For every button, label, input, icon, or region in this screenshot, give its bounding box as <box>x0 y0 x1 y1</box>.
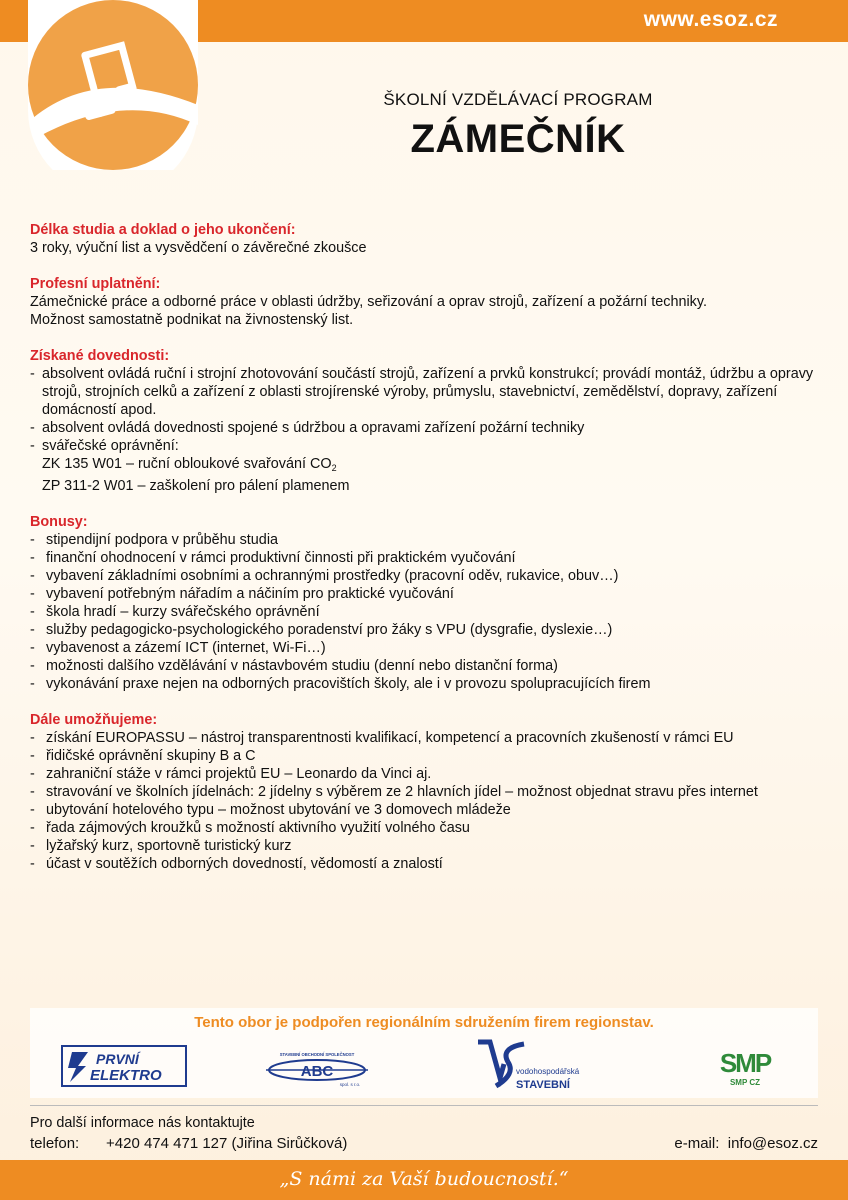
main-content <box>30 221 820 891</box>
list-item: - vykonávání praxe nejen na odborných pracovištích školy, ale i v provozu spolupracujících firem <box>30 675 820 693</box>
clamp-logo <box>28 0 198 170</box>
email-label: e-mail: <box>674 1135 720 1152</box>
list-item: - svářečské oprávnění: <box>30 437 820 455</box>
elektro-text: ELEKTRO <box>90 1067 162 1084</box>
cert-subscript: 2 <box>331 463 337 473</box>
list-item: - finanční ohodnocení v rámci produktivní činnosti při praktickém vyučování <box>30 549 820 567</box>
cert-text: ZK 135 W01 – ruční obloukové svařování CO <box>42 456 332 472</box>
smp-sub: SMP CZ <box>729 1078 761 1087</box>
also-section <box>30 711 820 873</box>
vodohospodarska-logo[interactable] <box>470 1038 600 1094</box>
list-item: - škola hradí – kurzy svářečského oprávnění <box>30 603 820 621</box>
page-title: ZÁMEČNÍK <box>410 117 626 161</box>
career-line: Možnost samostatně podnikat na živnostenský list. <box>30 312 354 328</box>
list-item: - zahraniční stáže v rámci projektů EU – Leonardo da Vinci aj. <box>30 765 820 783</box>
sponsor-box <box>30 1008 818 1098</box>
list-item: - služby pedagogicko-psychologického poradenství pro žáky s VPU (dysgrafie, dyslexie…) <box>30 621 820 639</box>
vs-top-text: vodohospodářská <box>516 1067 580 1076</box>
welding-cert-1 <box>30 455 820 477</box>
smp-mark: SMP <box>719 1048 771 1078</box>
list-item: - absolvent ovládá dovednosti spojené s údržbou a opravami zařízení požární techniky <box>30 419 820 437</box>
career-heading: Profesní uplatnění: <box>30 276 161 292</box>
list-item: - řidičské oprávnění skupiny B a C <box>30 747 820 765</box>
list-item: - stravování ve školních jídelnách: 2 jídelny s výběrem ze 2 hlavních jídel – možnost objednat stravu přes internet <box>30 783 820 801</box>
program-label: ŠKOLNÍ VZDĚLÁVACÍ PROGRAM <box>383 90 653 109</box>
list-item: - vybavenost a zázemí ICT (internet, Wi-Fi…) <box>30 639 820 657</box>
phone-value[interactable]: +420 474 471 127 (Jiřina Sirůčková) <box>106 1135 348 1152</box>
career-line: Zámečnické práce a odborné práce v oblasti údržby, seřizování a oprav strojů, zařízení a požární techniky. <box>30 294 707 310</box>
skills-heading: Získané dovednosti: <box>30 348 170 364</box>
list-item: - absolvent ovládá ruční i strojní zhotovování součástí strojů, zařízení a prvků konstrukcí; provádí montáž, údržbu a opravy strojů, strojních celků a zařízení z oblasti strojírenské výroby, průmyslu, stavebnictví, zemědělství, dopravy, zařízení domácností apod. <box>30 365 820 419</box>
skills-section <box>30 347 820 495</box>
bonuses-section <box>30 513 820 693</box>
contact-heading: Pro další informace nás kontaktujte <box>30 1115 255 1131</box>
vs-bottom-text: STAVEBNÍ <box>516 1079 570 1091</box>
phone-row <box>30 1135 347 1152</box>
email-value[interactable]: info@esoz.cz <box>727 1135 818 1152</box>
bonuses-list <box>30 531 820 693</box>
abc-logo[interactable] <box>262 1048 372 1088</box>
list-item: - stipendijní podpora v průběhu studia <box>30 531 820 549</box>
abc-name: ABC <box>300 1063 334 1080</box>
list-item: - řada zájmových kroužků s možností aktivního využití volného času <box>30 819 820 837</box>
career-section <box>30 275 820 329</box>
welding-cert-2: ZP 311-2 W01 – zaškolení pro pálení plamenem <box>42 478 350 494</box>
also-heading: Dále umožňujeme: <box>30 712 158 728</box>
list-item: - získání EUROPASSU – nástroj transparentnosti kvalifikací, kompetencí a pracovních zkušeností v rámci EU <box>30 729 820 747</box>
prvni-text: PRVNÍ <box>96 1051 139 1067</box>
smp-cz-logo[interactable] <box>710 1046 780 1090</box>
study-section <box>30 221 820 257</box>
list-item: - účast v soutěžích odborných dovedností, vědomostí a znalostí <box>30 855 820 873</box>
skills-list <box>30 365 820 455</box>
footer-slogan: „S námi za Vaší budoucností.“ <box>279 1168 569 1190</box>
list-item: - lyžařský kurz, sportovně turistický kurz <box>30 837 820 855</box>
list-item: - ubytování hotelového typu – možnost ubytování ve 3 domovech mládeže <box>30 801 820 819</box>
also-list <box>30 729 820 873</box>
prvni-elektro-logo[interactable] <box>60 1044 188 1088</box>
list-item: - možnosti dalšího vzdělávání v nástavbovém studiu (denní nebo distanční forma) <box>30 657 820 675</box>
list-item: - vybavení základními osobními a ochrannými prostředky (pracovní oděv, rukavice, obuv…) <box>30 567 820 585</box>
abc-sub: spol. s r.o. <box>339 1082 361 1087</box>
email-row <box>674 1135 818 1152</box>
phone-label: telefon: <box>30 1135 80 1152</box>
study-heading: Délka studia a doklad o jeho ukončení: <box>30 222 296 238</box>
abc-top-text: STAVEBNÍ OBCHODNÍ SPOLEČNOST <box>279 1052 355 1057</box>
sponsor-note: Tento obor je podpořen regionálním sdružením firem regionstav. <box>194 1014 654 1031</box>
bonuses-heading: Bonusy: <box>30 514 88 530</box>
contact-divider <box>30 1105 818 1106</box>
website-url[interactable]: www.esoz.cz <box>643 8 778 31</box>
list-item: - vybavení potřebným nářadím a náčiním pro praktické vyučování <box>30 585 820 603</box>
study-text: 3 roky, výuční list a vysvědčení o závěrečné zkoušce <box>30 240 367 256</box>
footer-banner <box>0 1160 848 1200</box>
